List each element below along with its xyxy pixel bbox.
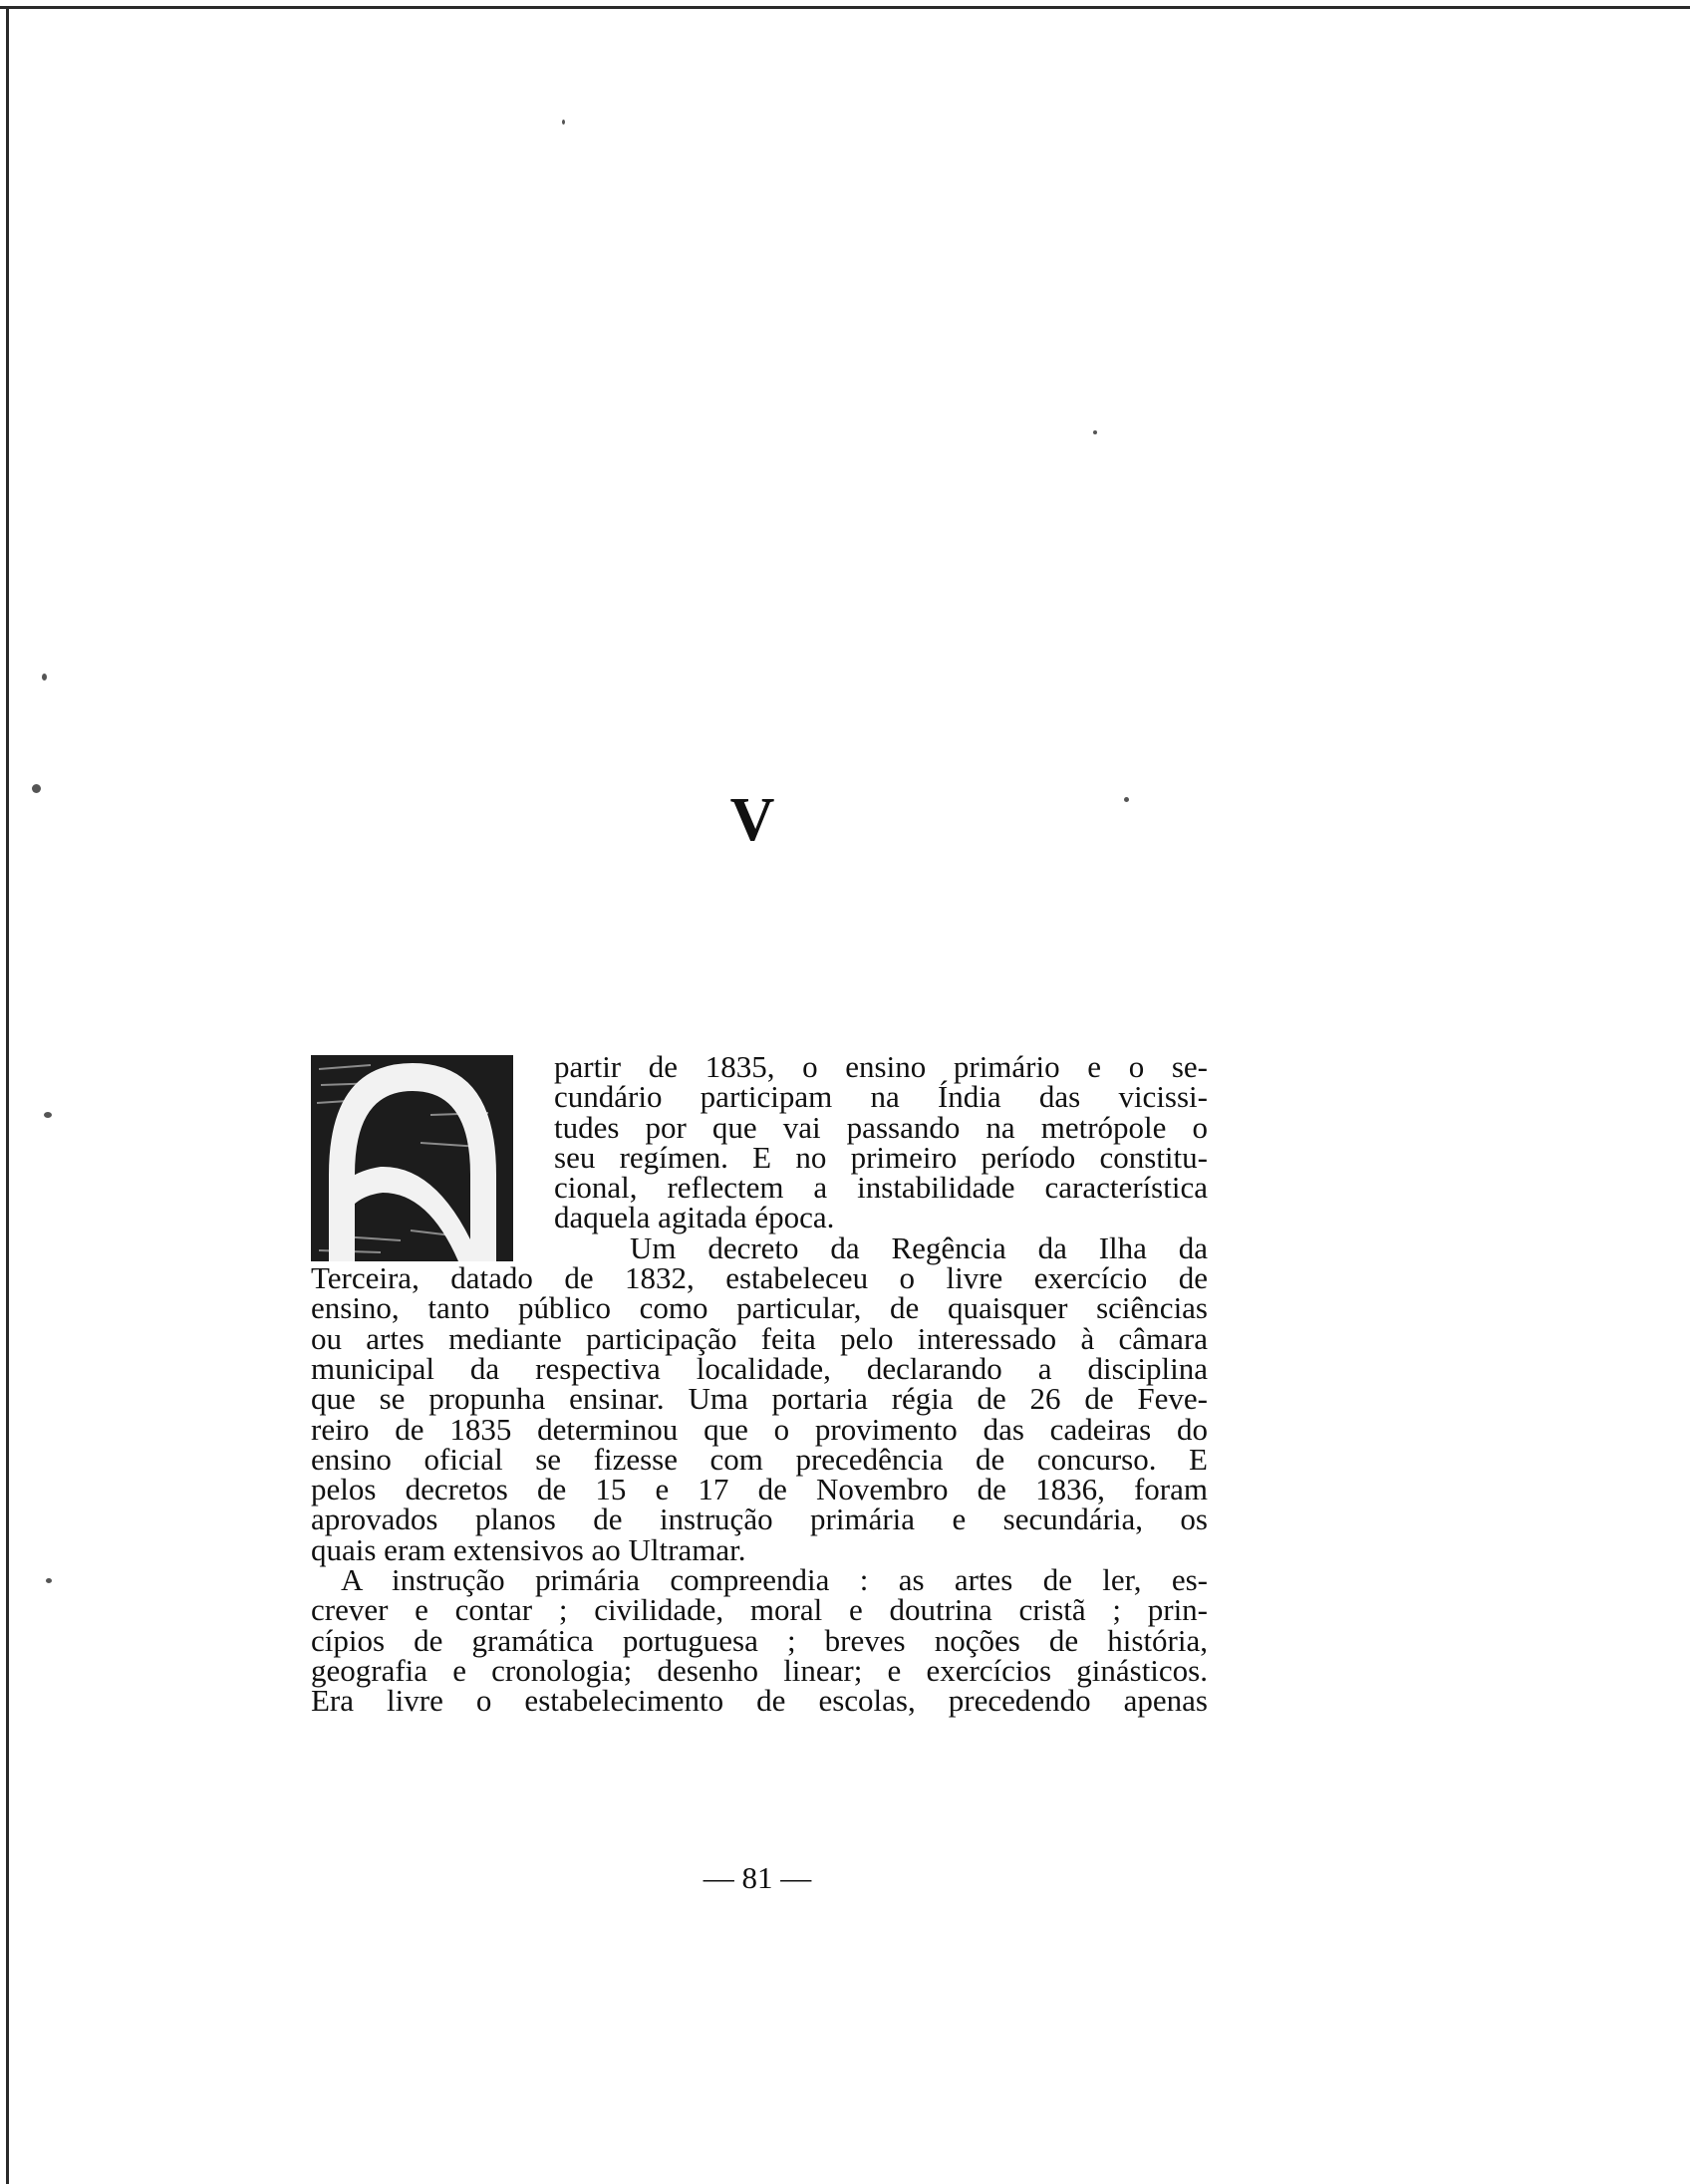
text-line: aprovados planos de instrução primária e secundária, os bbox=[311, 1502, 1208, 1537]
text-line: Terceira, datado de 1832, estabeleceu o livre exercício de bbox=[311, 1260, 1208, 1296]
paragraph bbox=[311, 1229, 1208, 1567]
text-line: Um decreto da Regência da Ilha da bbox=[630, 1229, 1208, 1265]
scan-speck bbox=[42, 674, 47, 681]
text-line: reiro de 1835 determinou que o provimento das cadeiras do bbox=[311, 1411, 1208, 1447]
text-line: partir de 1835, o ensino primário e o se- bbox=[554, 1049, 1208, 1084]
text-line: Era livre o estabelecimento de escolas, precedendo apenas bbox=[311, 1683, 1208, 1719]
text-line: tudes por que vai passando na metrópole o bbox=[554, 1109, 1208, 1145]
text-line: cípios de gramática portuguesa ; breves noções de história, bbox=[311, 1622, 1208, 1658]
text-line: A instrução primária compreendia : as artes de ler, es- bbox=[341, 1562, 1208, 1598]
scan-speck bbox=[1093, 430, 1097, 434]
page-number: — 81 — bbox=[703, 1860, 812, 1895]
body-text bbox=[311, 1049, 1208, 1719]
text-line: seu regímen. E no primeiro período constitu- bbox=[554, 1139, 1208, 1175]
text-line: pelos decretos de 15 e 17 de Novembro de 1836, foram bbox=[311, 1472, 1208, 1507]
text-line: municipal da respectiva localidade, declarando a disciplina bbox=[311, 1350, 1208, 1386]
scan-speck bbox=[562, 120, 565, 125]
text-line: quais eram extensivos ao Ultramar. bbox=[311, 1531, 746, 1567]
scan-speck bbox=[32, 784, 41, 793]
scan-border-top bbox=[0, 6, 1690, 9]
text-line: cional, reflectem a instabilidade característica bbox=[554, 1170, 1208, 1206]
text-line: ensino oficial se fizesse com precedência de concurso. E bbox=[311, 1441, 1208, 1477]
scan-border-left bbox=[6, 6, 9, 2184]
scan-speck bbox=[46, 1578, 52, 1583]
text-line: daquela agitada época. bbox=[554, 1200, 835, 1235]
paragraph bbox=[311, 1049, 1208, 1235]
text-line: ensino, tanto público como particular, de quaisquer sciências bbox=[311, 1290, 1208, 1326]
chapter-numeral: V bbox=[729, 786, 775, 854]
paragraph bbox=[311, 1562, 1208, 1719]
scan-speck bbox=[1124, 797, 1129, 802]
scan-speck bbox=[44, 1112, 52, 1118]
text-line: que se propunha ensinar. Uma portaria régia de 26 de Feve- bbox=[311, 1381, 1208, 1417]
text-line: crever e contar ; civilidade, moral e doutrina cristã ; prin- bbox=[311, 1592, 1208, 1628]
text-line: cundário participam na Índia das vicissi- bbox=[554, 1079, 1208, 1115]
text-line: geografia e cronologia; desenho linear; e exercícios ginásticos. bbox=[311, 1652, 1208, 1688]
text-line: ou artes mediante participação feita pelo interessado à câmara bbox=[311, 1320, 1208, 1356]
